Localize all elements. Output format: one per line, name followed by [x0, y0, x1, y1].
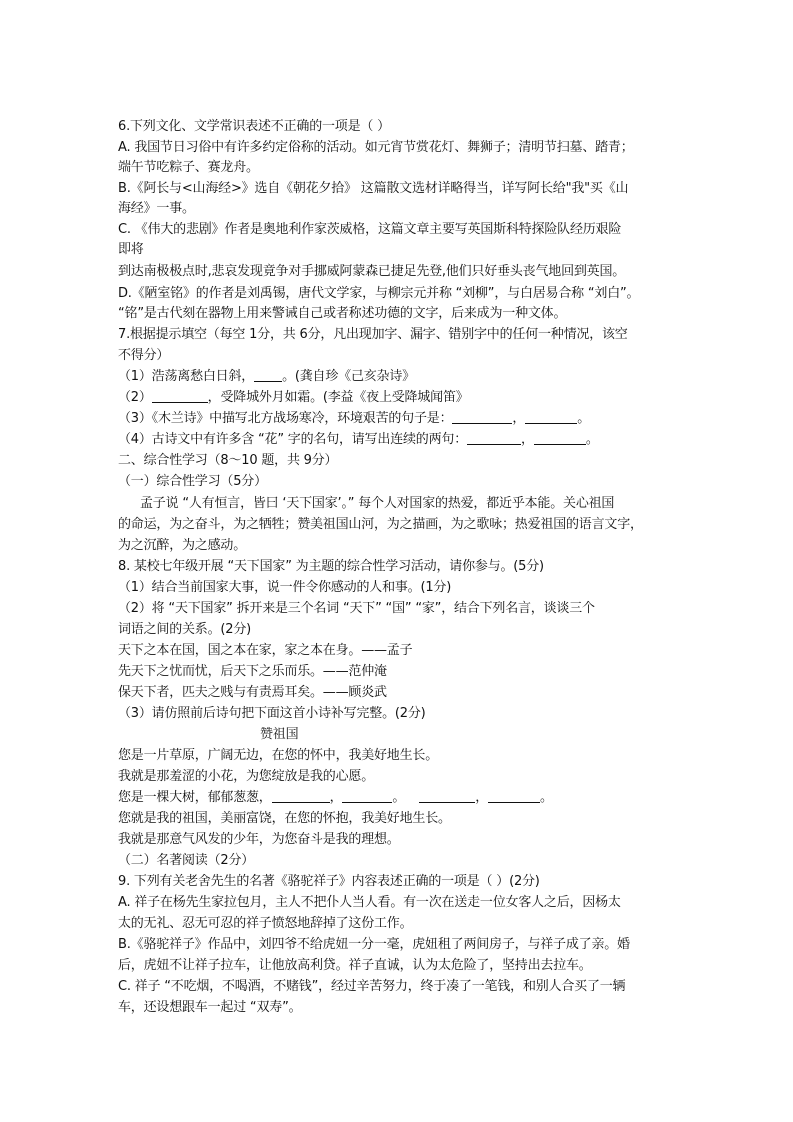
blank-field[interactable] — [419, 789, 475, 803]
q7-item-4-end: 。 — [585, 432, 599, 447]
q6-option-c-cont: 即将 — [118, 242, 144, 257]
quote-1: 天下之本在国，国之本在家，家之本在身。——孟子 — [118, 643, 413, 658]
q7-item-2 — [118, 388, 688, 408]
q7-item-1-source: 。(龚自珍《己亥杂诗》 — [282, 369, 415, 384]
q7-item-1 — [118, 367, 688, 387]
poem-line-1: 您是一片草原，广阔无边，在您的怀中，我美好地生长。 — [118, 748, 439, 763]
blank-field[interactable] — [272, 789, 330, 803]
q7-item-2-text: ，受降城外月如霜。(李益《夜上受降城闻笛》 — [207, 390, 469, 405]
blank-field[interactable] — [534, 431, 586, 445]
blank-field[interactable] — [342, 789, 392, 803]
q7-item-4-comma: ， — [521, 432, 534, 447]
poem-line-4: 您就是我的祖国，美丽富饶，在您的怀抱，我美好地生长。 — [118, 811, 451, 826]
q6-option-a: A. 我国节日习俗中有许多约定俗称的活动。如元宵节赏花灯、舞狮子；清明节扫墓、踏青； — [118, 140, 634, 155]
poem-line-3-period2: 。 — [540, 790, 553, 805]
q7-item-4 — [118, 430, 688, 450]
q8-sub-2: （2）将 “天下国家” 拆开来是三个名词 “天下” “国” “家”，结合下列名言，谈谈三个 — [118, 601, 595, 616]
poem-line-3-comma: ， — [329, 790, 343, 805]
blank-field[interactable] — [254, 368, 282, 382]
q6-stem: 6.下列文化、文学常识表述不正确的一项是（ ） — [118, 119, 390, 134]
q9-option-a: A. 祥子在杨先生家拉包月，主人不把仆人当人看。有一次在送走一位女客人之后，因杨太 — [118, 895, 621, 910]
quote-2: 先天下之忧而忧，后天下之乐而乐。——范仲淹 — [118, 664, 387, 679]
q6-option-a-cont: 端午节吃粽子、赛龙舟。 — [118, 160, 259, 175]
q6-option-b: B.《阿长与<山海经>》选自《朝花夕拾》 这篇散文选材详略得当，详写阿长给"我"买《山 — [118, 181, 629, 196]
section-2-title: 二、综合性学习（8～10 题，共 9分） — [118, 453, 338, 468]
blank-field[interactable] — [452, 410, 512, 424]
q7-item-1-text: （1）浩荡离愁白日斜， — [118, 369, 255, 384]
q6-option-c-cont2: 到达南极极点时,悲哀发现竟争对手挪威阿蒙森已捷足先登,他们只好垂头丧气地回到英国。 — [118, 264, 626, 279]
q8-sub-3: （3）请仿照前后诗句把下面这首小诗补写完整。(2分) — [118, 706, 426, 721]
q7-item-2-num: （2） — [118, 390, 152, 405]
section-2-subtitle: （一）综合性学习（5分） — [118, 474, 267, 489]
poem-line-3 — [118, 788, 688, 808]
q7-item-3 — [118, 409, 688, 429]
q9-option-a-cont: 太的无礼、忍无可忍的祥子愤怒地辞掉了这份工作。 — [118, 916, 413, 931]
q9-option-b: B.《骆驼祥子》作品中，刘四爷不给虎妞一分一毫，虎妞租了两间房子，与祥子成了亲。婚 — [118, 937, 630, 952]
q6-option-c: C. 《伟大的悲剧》作者是奥地利作家茨威格，这篇文章主要写英国斯科特探险队经历艰险 — [118, 222, 622, 237]
poem-line-5: 我就是那意气风发的少年，为您奋斗是我的理想。 — [118, 832, 400, 847]
poem-line-2: 我就是那羞涩的小花，为您绽放是我的心愿。 — [118, 769, 375, 784]
poem-line-3-comma2: ， — [475, 790, 489, 805]
q7-item-3-text: （3）《木兰诗》中描写北方战场寒冷，环境艰苦的句子是： — [118, 411, 453, 426]
q8-sub-2-cont: 词语之间的关系。(2分) — [118, 622, 252, 637]
q7-item-3-end: 。 — [577, 411, 590, 426]
blank-field[interactable] — [525, 410, 577, 424]
passage-line-3: 为之沉醉，为之感动。 — [118, 538, 247, 553]
q9-option-b-cont: 后，虎妞不让祥子拉车，让他放高利贷。祥子直诚，认为太危险了，坚持出去拉车。 — [118, 958, 592, 973]
q7-stem: 7.根据提示填空（每空 1分，共 6分，凡出现加字、漏字、错别字中的任何一种情况，该空 — [118, 327, 628, 342]
q7-item-4-text: （4）古诗文中有许多含 “花” 字的名句，请写出连续的两句： — [118, 432, 468, 447]
q6-option-b-cont: 海经》一事。 — [118, 201, 195, 216]
blank-field[interactable] — [467, 431, 521, 445]
blank-field[interactable] — [488, 789, 540, 803]
q9-option-c: C. 祥子 “不吃烟，不喝酒，不赌钱”，经过辛苦努力，终于凑了一笔钱，和别人合买了一辆 — [118, 979, 626, 994]
q9-option-c-cont: 车，还设想跟车一起过 “双寿”。 — [118, 1000, 302, 1015]
poem-line-3-text: 您是一棵大树，郁郁葱葱， — [118, 790, 272, 805]
blank-field[interactable] — [152, 389, 208, 403]
q8-stem: 8. 某校七年级开展 “天下国家” 为主题的综合性学习活动，请你参与。(5分) — [118, 559, 544, 574]
passage-line-2: 的命运，为之奋斗，为之牺牲；赞美祖国山河，为之描画，为之歌咏；热爱祖国的语言文字， — [118, 517, 643, 532]
quote-3: 保天下者，匹夫之贱与有责焉耳矣。——顾炎武 — [118, 685, 387, 700]
poem-line-3-period: 。 — [392, 790, 406, 805]
q9-stem: 9. 下列有关老舍先生的名著《骆驼祥子》内容表述正确的一项是（ ）(2分) — [118, 874, 540, 889]
poem-title: 赞祖国 — [260, 727, 299, 742]
q6-option-d: D.《陋室铭》的作者是刘禹锡，唐代文学家，与柳宗元并称 “刘柳”，与白居易合称 “刘白”。 — [118, 286, 640, 301]
q6-option-d-cont: “铭”是古代刻在器物上用来警诫自己或者称述功德的文字，后来成为一种文体。 — [118, 306, 567, 321]
section-2-sub-2: （二）名著阅读（2分） — [118, 853, 255, 868]
q8-sub-1: （1）结合当前国家大事，说一件令你感动的人和事。(1分) — [118, 580, 452, 595]
q7-item-3-comma: ， — [512, 411, 526, 426]
q7-stem-cont: 不得分） — [118, 348, 170, 363]
passage-line-1: 孟子说 “人有恒言，皆曰 ‘天下国家’。” 每个人对国家的热爱，都近乎本能。关心祖国 — [140, 496, 615, 511]
